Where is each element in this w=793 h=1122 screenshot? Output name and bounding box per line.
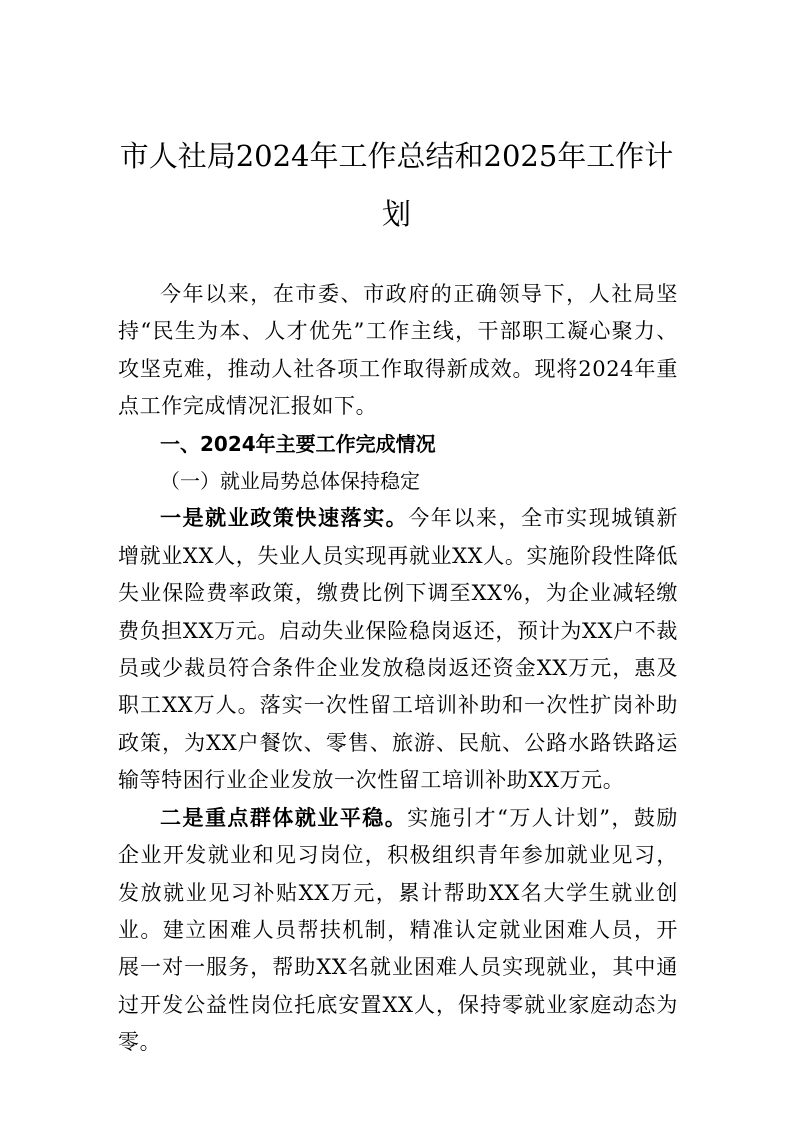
item1-paragraph xyxy=(118,500,678,799)
document-body xyxy=(118,276,678,1062)
subsection-heading: （一）就业局势总体保持稳定 xyxy=(160,469,420,494)
document-title-line1: 市人社局2024年工作总结和2025年工作计 xyxy=(119,139,674,173)
item1-body: 今年以来，全市实现城镇新增就业XX人，失业人员实现再就业XX人。实施阶段性降低失业保险费率政策，缴费比例下调至XX%，为企业减轻缴费负担XX万元。启动失业保险稳岗返还，预计为XX户不裁员或少裁员符合条件企业发放稳岗返还资金XX万元，惠及职工XX万人。落实一次性留工培训补助和一次性扩岗补助政策，为XX户餐饮、零售、旅游、民航、公路水路铁路运输等特困行业企业发放一次性留工培训补助XX万元。 xyxy=(118,506,678,793)
document-title-line2: 划 xyxy=(381,197,411,231)
item2-lead: 二是重点群体就业平稳。 xyxy=(160,805,408,830)
document-title xyxy=(110,127,683,243)
section-heading: 一、2024年主要工作完成情况 xyxy=(160,431,436,456)
item2-body: 实施引才“万人计划”，鼓励企业开发就业和见习岗位，积极组织青年参加就业见习，发放就业见习补贴XX万元，累计帮助XX名大学生就业创业。建立困难人员帮扶机制，精准认定就业困难人员，开展一对一服务，帮助XX名就业困难人员实现就业，其中通过开发公益性岗位托底安置XX人，保持零就业家庭动态为零。 xyxy=(118,805,678,1055)
item1-lead: 一是就业政策快速落实。 xyxy=(160,506,409,531)
intro-paragraph: 今年以来，在市委、市政府的正确领导下，人社局坚持“民生为本、人才优先”工作主线，干部职工凝心聚力、攻坚克难，推动人社各项工作取得新成效。现将2024年重点工作完成情况汇报如下。 xyxy=(118,282,678,419)
item2-paragraph xyxy=(118,800,678,1062)
